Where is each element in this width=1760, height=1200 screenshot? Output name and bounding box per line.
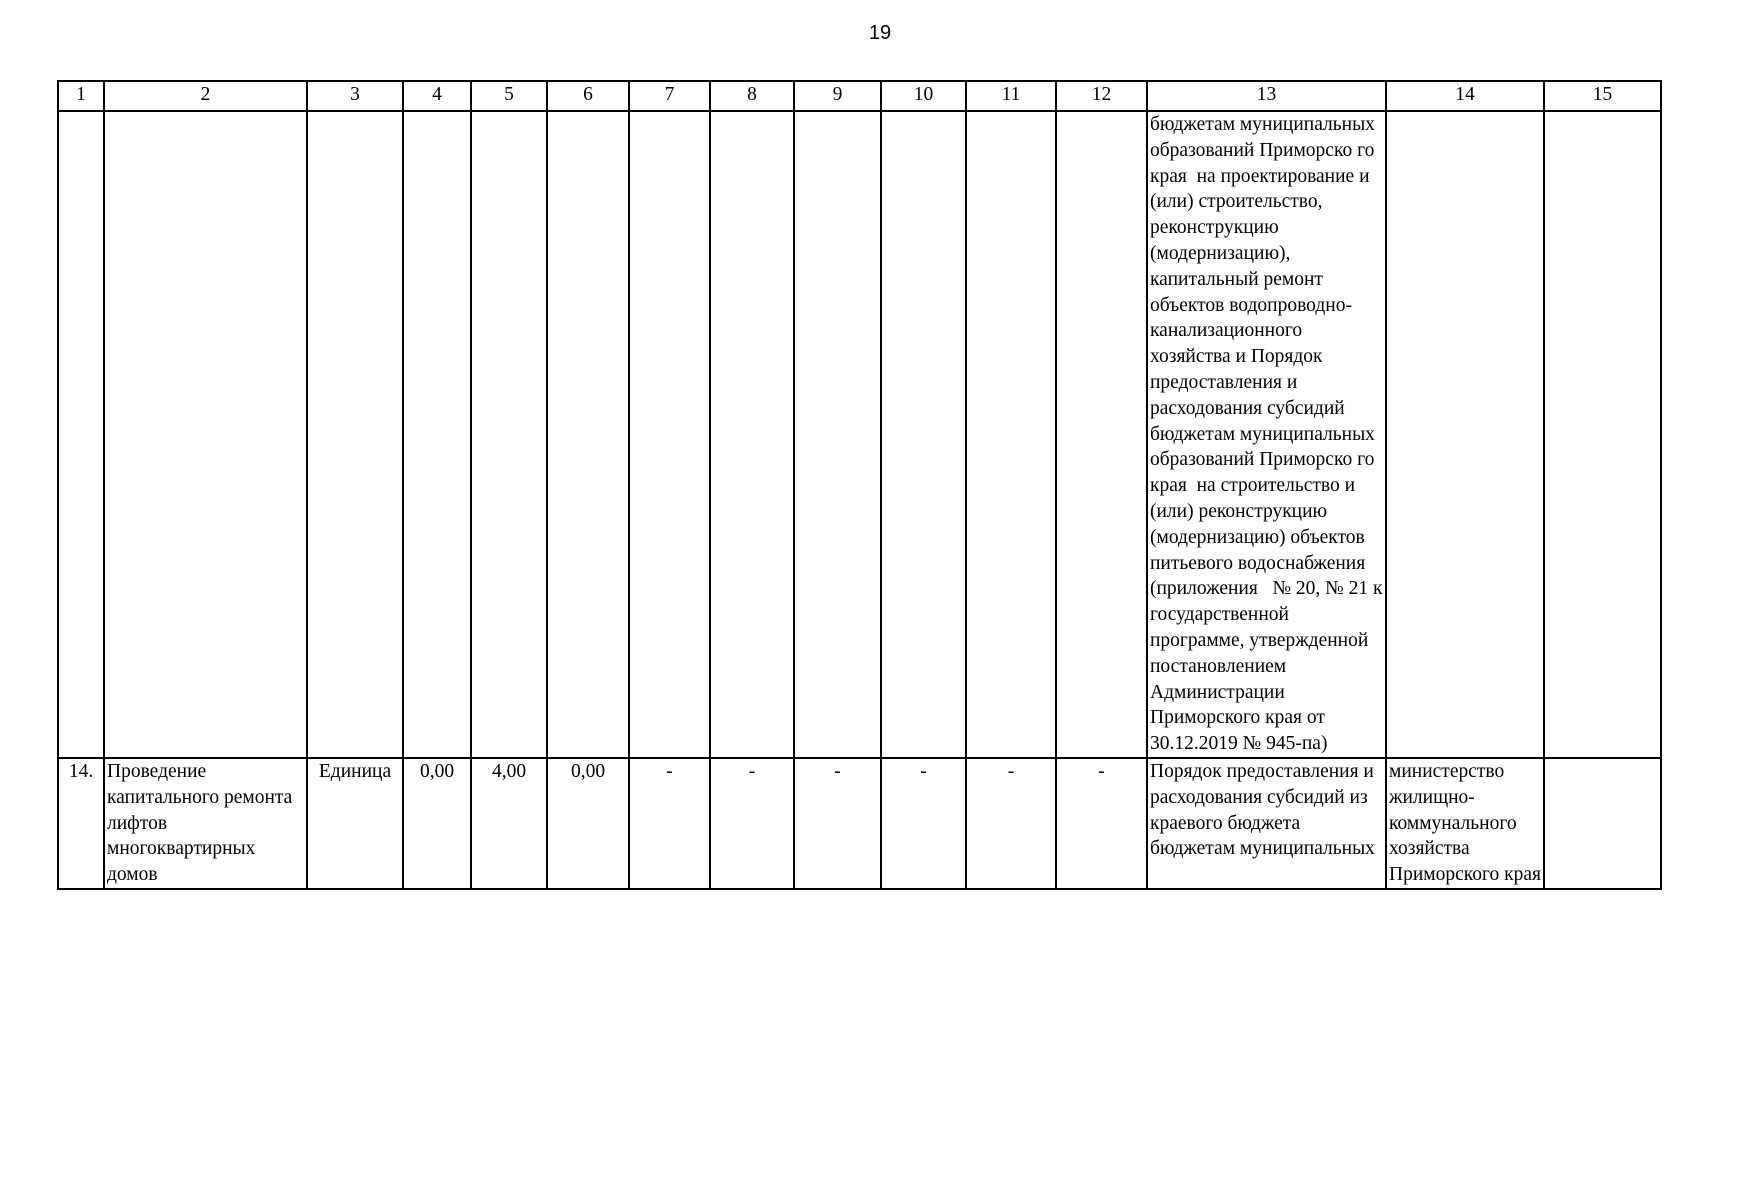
cell-value-col6: 0,00 <box>547 758 629 889</box>
cell-value-col5: 4,00 <box>471 758 547 889</box>
header-col-3: 3 <box>307 81 403 111</box>
cell-empty <box>1544 111 1661 758</box>
header-col-7: 7 <box>629 81 710 111</box>
cell-empty <box>403 111 471 758</box>
cell-row-number: 14. <box>58 758 104 889</box>
cell-value-col10: - <box>881 758 966 889</box>
program-table <box>57 80 1662 890</box>
cell-empty <box>629 111 710 758</box>
header-col-5: 5 <box>471 81 547 111</box>
cell-empty <box>471 111 547 758</box>
cell-empty <box>881 111 966 758</box>
cell-event-name: Проведение капитального ремонта лифтов многоквартирных домов <box>104 758 307 889</box>
header-col-9: 9 <box>794 81 881 111</box>
cell-value-col8: - <box>710 758 794 889</box>
cell-value-col4: 0,00 <box>403 758 471 889</box>
header-col-6: 6 <box>547 81 629 111</box>
cell-responsible-body: министерство жилищно-коммунального хозяйства Приморского края <box>1386 758 1544 889</box>
header-col-14: 14 <box>1386 81 1544 111</box>
cell-legal-basis-continued: бюджетам муниципальных образований Приморско го края на проектирование и (или) строительство, реконструкцию (модернизацию), капитальный ремонт объектов водопроводно-канализационного хозяйства и Порядок предоставления и расходования субсидий бюджетам муниципальных образований Приморско го края на строительство и (или) реконструкцию (модернизацию) объектов питьевого водоснабжения (приложения № 20, № 21 к государственной программе, утвержденной постановлением Администрации Приморского края от 30.12.2019 № 945-па) <box>1147 111 1386 758</box>
cell-empty <box>794 111 881 758</box>
header-col-10: 10 <box>881 81 966 111</box>
header-col-13: 13 <box>1147 81 1386 111</box>
cell-value-col11: - <box>966 758 1056 889</box>
header-col-11: 11 <box>966 81 1056 111</box>
header-col-8: 8 <box>710 81 794 111</box>
cell-empty <box>307 111 403 758</box>
cell-empty <box>547 111 629 758</box>
cell-value-col7: - <box>629 758 710 889</box>
cell-col15 <box>1544 758 1661 889</box>
cell-empty <box>58 111 104 758</box>
header-row <box>58 81 1661 111</box>
header-col-4: 4 <box>403 81 471 111</box>
cell-empty <box>1386 111 1544 758</box>
header-col-12: 12 <box>1056 81 1147 111</box>
header-col-2: 2 <box>104 81 307 111</box>
cell-value-col9: - <box>794 758 881 889</box>
cell-legal-basis: Порядок предоставления и расходования субсидий из краевого бюджета бюджетам муниципальных <box>1147 758 1386 889</box>
header-col-15: 15 <box>1544 81 1661 111</box>
cell-empty <box>966 111 1056 758</box>
header-col-1: 1 <box>58 81 104 111</box>
table-row-continued <box>58 111 1661 758</box>
cell-empty <box>104 111 307 758</box>
cell-empty <box>1056 111 1147 758</box>
cell-unit: Единица <box>307 758 403 889</box>
cell-empty <box>710 111 794 758</box>
cell-value-col12: - <box>1056 758 1147 889</box>
page-number: 19 <box>868 22 892 44</box>
table-row-14 <box>58 758 1661 889</box>
